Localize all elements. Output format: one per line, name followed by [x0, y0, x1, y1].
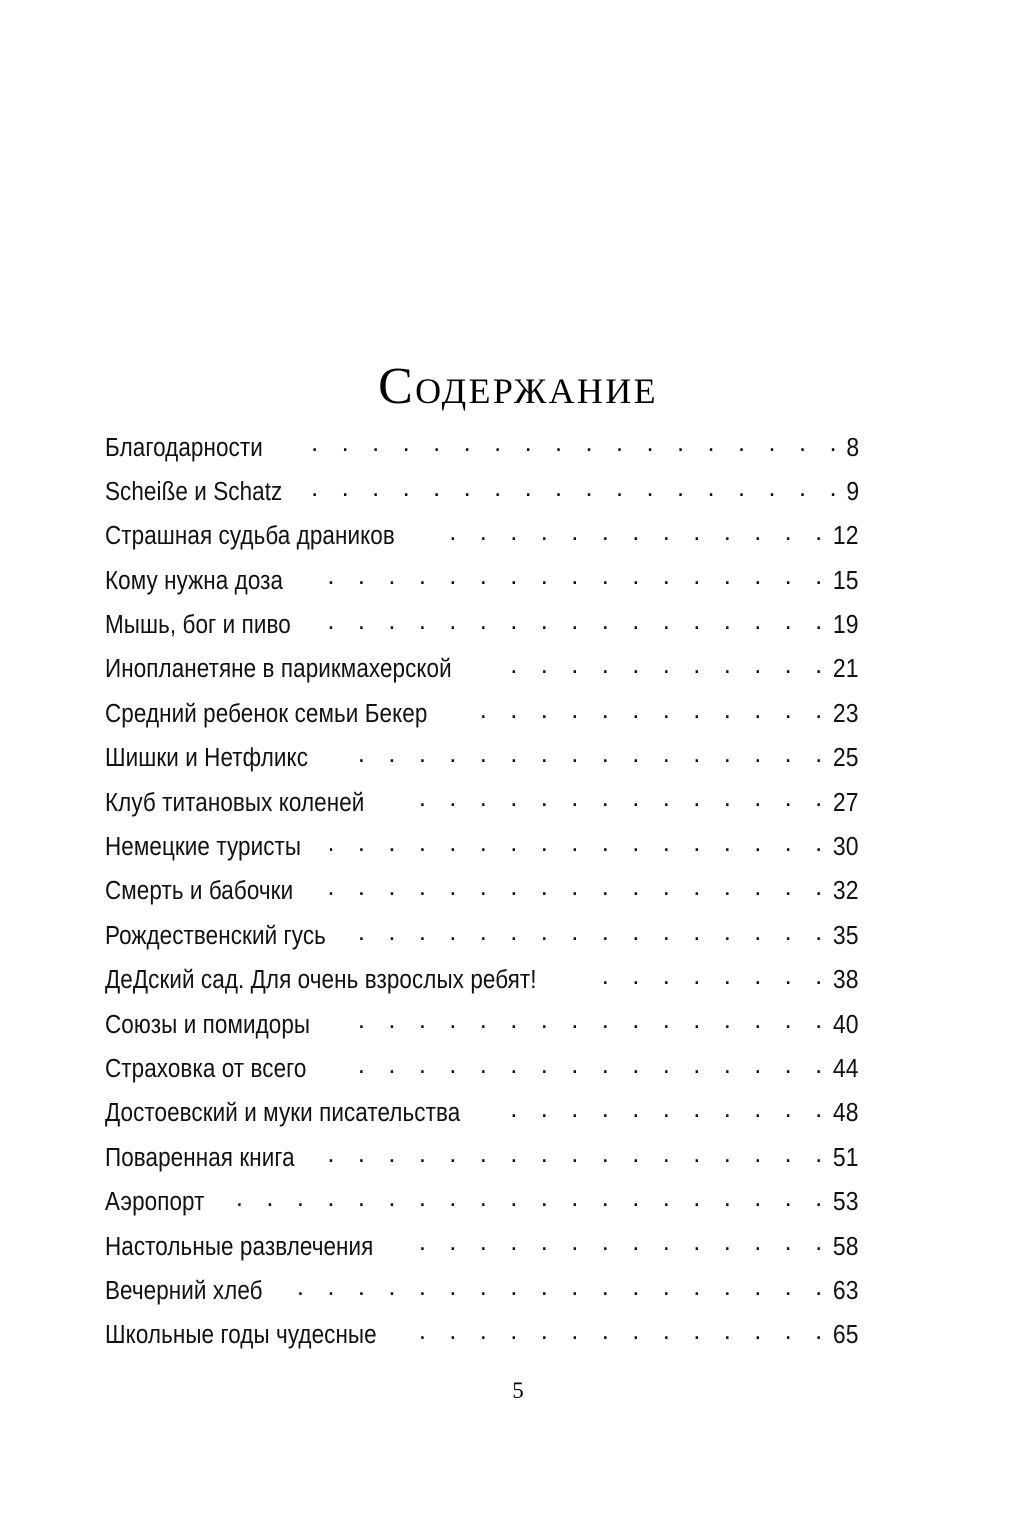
toc-dot-leader: [321, 874, 831, 900]
toc-dot-leader: [323, 1140, 831, 1166]
toc-entry[interactable]: [105, 1229, 859, 1273]
toc-entry-title: Средний ребенок семьи Бекер: [105, 699, 428, 728]
toc-entry-page-number: 23: [833, 699, 859, 728]
toc-dot-leader: [336, 1051, 830, 1077]
toc-entry-title: Шишки и Нетфликс: [105, 744, 309, 773]
toc-dot-leader: [286, 1273, 830, 1299]
toc-entry-title: Достоевский и муки писательства: [105, 1099, 461, 1128]
toc-entry[interactable]: [105, 1140, 859, 1184]
toc-entry[interactable]: [105, 1273, 859, 1317]
toc-entry-page-number: 44: [833, 1054, 859, 1083]
toc-entry-page-number: 65: [833, 1321, 859, 1350]
toc-entry-page-number: 32: [833, 877, 859, 906]
toc-entry-title: Страховка от всего: [105, 1054, 307, 1083]
toc-dot-leader: [338, 741, 831, 767]
toc-dot-leader: [473, 696, 830, 722]
toc-entry-page-number: 8: [846, 433, 859, 462]
toc-entry[interactable]: [105, 608, 859, 652]
toc-dot-leader: [309, 474, 845, 500]
toc-entry-title: Поваренная книга: [105, 1143, 295, 1172]
toc-dot-leader: [511, 1096, 831, 1122]
toc-dot-leader: [309, 563, 830, 589]
toc-entry-title: ДеДский сад. Для очень взрослых ребят!: [105, 966, 537, 995]
toc-dot-leader: [402, 785, 831, 811]
toc-entry-title: Вечерний хлеб: [105, 1276, 263, 1305]
toc-entry-title: Страшная судьба драников: [105, 522, 395, 551]
toc-entry-page-number: 58: [833, 1232, 859, 1261]
toc-entry[interactable]: [105, 563, 859, 607]
toc-entry-page-number: 30: [833, 833, 859, 862]
toc-entry-page-number: 12: [833, 522, 859, 551]
toc-entry-title: Scheiße и Schatz: [105, 477, 283, 506]
toc-entry-page-number: 9: [846, 477, 859, 506]
toc-entry-page-number: 40: [833, 1010, 859, 1039]
toc-entry-page-number: 63: [833, 1276, 859, 1305]
toc-entry[interactable]: [105, 1318, 859, 1362]
toc-entry-title: Настольные развлечения: [105, 1232, 374, 1261]
toc-entry-title: Смерть и бабочки: [105, 877, 294, 906]
toc-entry-title: Благодарности: [105, 433, 263, 462]
toc-entry-title: Мышь, бог и пиво: [105, 611, 291, 640]
toc-dot-leader: [358, 918, 830, 944]
toc-entry-title: Кому нужна доза: [105, 566, 284, 595]
toc-dot-leader: [286, 430, 844, 456]
toc-dot-leader: [330, 830, 831, 856]
toc-entry[interactable]: [105, 1096, 859, 1140]
toc-entry-page-number: 19: [833, 611, 859, 640]
toc-entry[interactable]: [105, 830, 859, 874]
toc-entry[interactable]: [105, 785, 859, 829]
toc-entry[interactable]: [105, 696, 859, 740]
toc-entry[interactable]: [105, 1007, 859, 1051]
toc-dot-leader: [318, 608, 830, 634]
toc-entry-title: Инопланетяне в парикмахерской: [105, 655, 452, 684]
toc-entry[interactable]: [105, 874, 859, 918]
toc-entry-title: Аэропорт: [105, 1188, 205, 1217]
toc-entry[interactable]: [105, 430, 859, 474]
toc-entry[interactable]: [105, 963, 859, 1007]
toc-entry-page-number: 35: [833, 921, 859, 950]
toc-entry-page-number: 15: [833, 566, 859, 595]
toc-entry-title: Школьные годы чудесные: [105, 1321, 377, 1350]
table-of-contents-list: [105, 430, 859, 1362]
toc-dot-leader: [416, 1318, 831, 1344]
toc-entry[interactable]: [105, 474, 859, 518]
toc-entry-title: Немецкие туристы: [105, 833, 302, 862]
toc-entry-page-number: 38: [833, 966, 859, 995]
toc-entry[interactable]: [105, 652, 859, 696]
toc-entry[interactable]: [105, 918, 859, 962]
toc-entry[interactable]: [105, 1185, 859, 1229]
toc-entry-page-number: 53: [833, 1188, 859, 1217]
toc-dot-leader: [436, 519, 830, 545]
page-title: Содержание: [378, 357, 658, 415]
page-number-folio: 5: [512, 1378, 524, 1403]
toc-entry[interactable]: [105, 1051, 859, 1095]
toc-entry-title: Союзы и помидоры: [105, 1010, 311, 1039]
toc-dot-leader: [597, 963, 830, 989]
toc-dot-leader: [340, 1007, 830, 1033]
toc-dot-leader: [220, 1185, 830, 1211]
toc-dot-leader: [412, 1229, 830, 1255]
toc-entry-title: Рождественский гусь: [105, 921, 326, 950]
toc-entry-page-number: 51: [833, 1143, 859, 1172]
toc-entry-page-number: 27: [833, 788, 859, 817]
toc-entry-page-number: 21: [833, 655, 859, 684]
toc-dot-leader: [501, 652, 830, 678]
toc-entry-page-number: 48: [833, 1099, 859, 1128]
toc-entry[interactable]: [105, 519, 859, 563]
toc-entry-title: Клуб титановых коленей: [105, 788, 365, 817]
toc-entry[interactable]: [105, 741, 859, 785]
toc-entry-page-number: 25: [833, 744, 859, 773]
